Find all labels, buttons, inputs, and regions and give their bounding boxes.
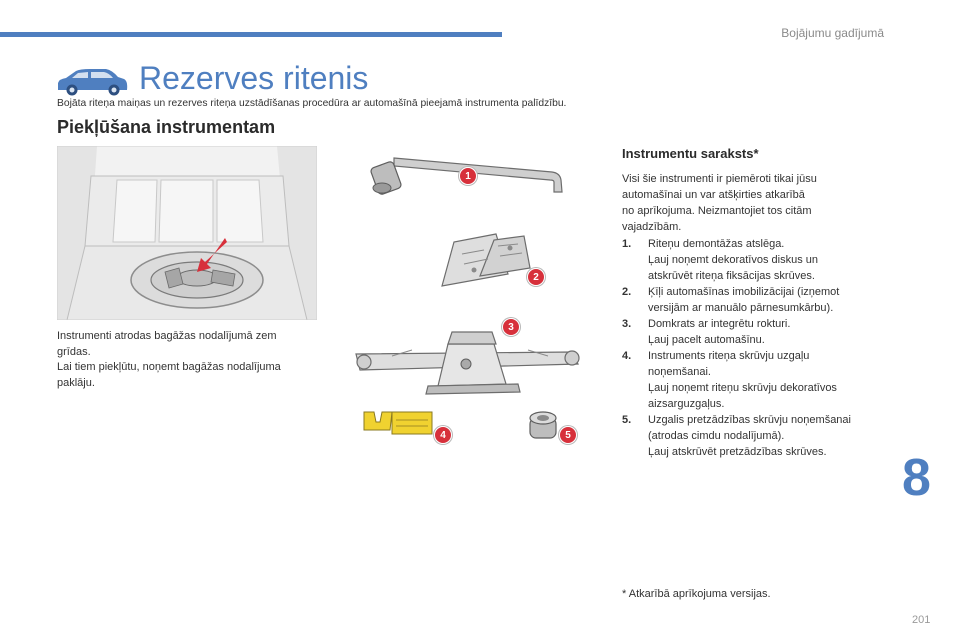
tool-item-number: 5. [622,414,632,426]
tool-item-line: Ļauj noņemt dekoratīvos diskus un [648,254,818,266]
tool-item-2 [622,284,892,316]
tool-item-line: noņemšanai. [648,366,711,378]
tool-item-line: Ļauj atskrūvēt pretzādzības skrūves. [648,446,827,458]
tool-badge-4: 4 [434,426,452,444]
tool-item-3 [622,316,892,348]
intro-line: automašīnai un var atšķirties atkarībā [622,189,805,201]
tool-item-line: atskrūvēt riteņa fiksācijas skrūves. [648,270,815,282]
page-number: 201 [912,614,931,626]
section-title: Piekļūšana instrumentam [57,117,276,137]
tool-item-4 [622,348,892,412]
tool-item-line: Instruments riteņa skrūvju uzgaļu [648,350,810,362]
page-title: Rezerves ritenis [139,60,369,96]
car-icon [54,66,130,96]
tool-item-line: aizsarguzgaļus. [648,398,725,410]
tool-item-line: Uzgalis pretzādzības skrūvju noņemšanai [648,414,851,426]
caption-line: grīdas. [57,345,91,358]
intro-line: vajadzībām. [622,221,682,233]
tool-list-title: Instrumentu saraksts* [622,146,759,161]
tool-item-line: Ļauj noņemt riteņu skrūvju dekoratīvos [648,382,837,394]
tool-item-1 [622,236,892,284]
tool-badge-3: 3 [502,318,520,336]
intro-line: Visi šie instrumenti ir piemēroti tikai jūsu [622,173,817,185]
chapter-number: 8 [902,449,931,507]
caption-line: paklāju. [57,376,95,389]
tool-badge-2: 2 [527,268,545,286]
caption-line: Lai tiem piekļūtu, noņemt bagāžas nodalījuma [57,361,281,373]
antitheft-adapter-illustration [526,408,562,442]
tool-item-5 [622,412,892,460]
tool-item-number: 1. [622,238,632,250]
intro-text: Bojāta riteņa maiņas un rezerves riteņa uzstādīšanas procedūra ar automašīnā pieejamā instrumenta palīdzību. [57,98,567,109]
tool-item-line: versijām ar manuālo pārnesumkārbu). [648,302,834,314]
hubcap-tool-illustration [362,408,436,442]
trunk-caption [57,329,319,391]
tool-item-number: 4. [622,350,632,362]
tool-item-number: 2. [622,286,632,298]
tool-list-intro [622,171,892,235]
chapter-name: Bojājumu gadījumā [781,26,884,40]
intro-line: no aprīkojuma. Neizmantojiet tos citām [622,205,812,217]
trunk-illustration [57,146,317,320]
tool-item-number: 3. [622,318,632,330]
tool-item-line: Ļauj pacelt automašīnu. [648,334,765,346]
tool-badge-5: 5 [559,426,577,444]
tool-badge-1: 1 [459,167,477,185]
jack-illustration [348,324,588,396]
wheel-chocks-illustration [434,228,538,296]
tool-item-line: (atrodas cimdu nodalījumā). [648,430,785,442]
tool-item-line: Riteņu demontāžas atslēga. [648,238,785,250]
caption-line: Instrumenti atrodas bagāžas nodalījumā zem [57,330,277,342]
tool-item-line: Ķīļi automašīnas imobilizācijai (izņemot [648,286,840,298]
tool-list [622,146,892,460]
footnote: * Atkarībā aprīkojuma versijas. [622,588,771,600]
header-accent-bar [0,32,502,37]
tool-item-line: Domkrats ar integrētu rokturi. [648,318,791,330]
